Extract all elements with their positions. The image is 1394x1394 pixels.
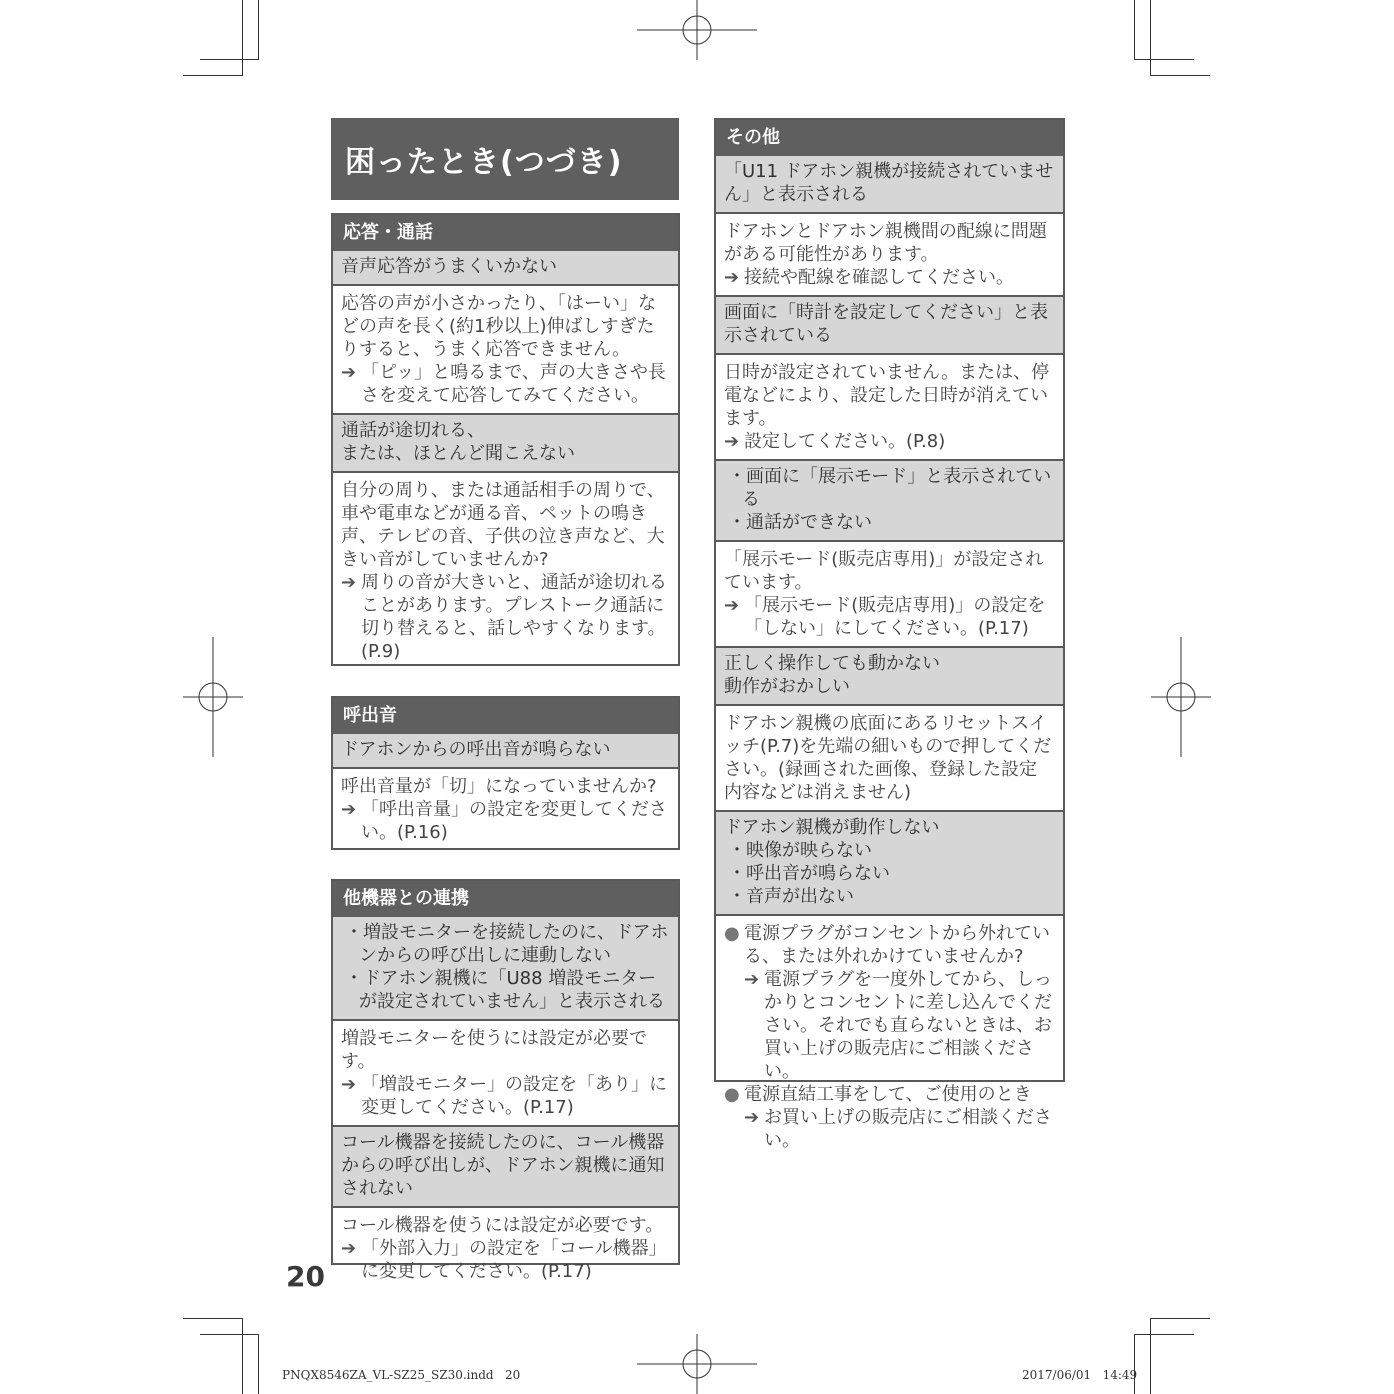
question-bullet: ・呼出音が鳴らない <box>728 863 890 884</box>
answer-point: ● 電源プラグがコンセントから外れている、または外れかけていませんか? <box>724 923 1050 967</box>
answer <box>333 1206 678 1289</box>
answer <box>716 353 1063 459</box>
answer <box>333 284 678 413</box>
question <box>716 810 1063 914</box>
arrow-icon: ➔ <box>341 799 357 820</box>
answer-action: ➔ 「ピッ」と鳴るまで、声の大きさや長さを変えて応答してみてください。 <box>341 362 666 406</box>
footer-file-info: PNQX8546ZA_VL-SZ25_SZ30.indd 20 <box>282 1368 521 1382</box>
answer-text: 日時が設定されていません。または、停電などにより、設定した日時が消えています。 <box>724 362 1050 429</box>
section-heading: 呼出音 <box>333 698 678 734</box>
section-ring <box>331 696 680 850</box>
answer <box>716 212 1063 295</box>
question-bullet: ・映像が映らない <box>728 840 872 861</box>
question <box>333 917 678 1019</box>
answer-action: ➔ 電源プラグを一度外してから、しっかりとコンセントに差し込んでください。それでも直らないときは、お買い上げの販売店にご相談ください。 <box>744 969 1052 1082</box>
answer <box>716 914 1063 1158</box>
section-answer-call <box>331 213 680 666</box>
section-other <box>714 118 1065 1151</box>
question <box>716 459 1063 540</box>
arrow-icon: ➔ <box>341 572 357 593</box>
footer-timestamp: 2017/06/01 14:49 <box>1022 1368 1138 1382</box>
section-heading: 他機器との連携 <box>333 881 678 917</box>
question-bullet: ・音声が出ない <box>728 886 854 907</box>
question: 音声応答がうまくいかない <box>333 251 678 284</box>
arrow-icon: ➔ <box>724 595 740 616</box>
answer <box>333 767 678 850</box>
arrow-icon: ➔ <box>744 1107 760 1128</box>
registration-mark-left <box>183 637 243 757</box>
arrow-icon: ➔ <box>341 1074 357 1095</box>
section-heading: その他 <box>716 120 1063 156</box>
answer-action: ➔ 「呼出音量」の設定を変更してください。(P.16) <box>341 799 667 843</box>
answer-point: ● 電源直結工事をして、ご使用のとき <box>724 1084 1032 1105</box>
question-bullet: ・通話ができない <box>728 512 872 533</box>
bullet-dot-icon: ● <box>724 1084 740 1105</box>
bullet-dot-icon: ● <box>724 923 740 944</box>
answer-action: ➔ 設定してください。(P.8) <box>724 431 946 452</box>
answer-action: ➔ 「外部入力」の設定を「コール機器」に変更してください。(P.17) <box>341 1238 667 1282</box>
question: コール機器を接続したのに、コール機器からの呼び出しが、ドアホン親機に通知されない <box>333 1125 678 1206</box>
answer-action: ➔ 「増設モニター」の設定を「あり」に変更してください。(P.17) <box>341 1074 667 1118</box>
registration-mark-top <box>637 0 757 60</box>
answer-action: ➔ 周りの音が大きいと、通話が途切れることがあります。プレストーク通話に切り替えると、話しやすくなります。(P.9) <box>341 572 667 662</box>
answer <box>716 540 1063 646</box>
answer-text: ドアホン親機の底面にあるリセットスイッチ(P.7)を先端の細いもので押してください。(録画された画像、登録した設定内容などは消えません) <box>724 713 1052 803</box>
question-bullet: ・画面に「展示モード」と表示されている <box>728 466 1052 510</box>
section-linkage <box>331 879 680 1282</box>
answer-text: 「展示モード(販売店専用)」が設定されています。 <box>724 549 1044 593</box>
answer-text: ドアホンとドアホン親機間の配線に問題がある可能性があります。 <box>724 221 1047 265</box>
answer <box>333 471 678 669</box>
answer <box>333 1019 678 1125</box>
answer-text: 応答の声が小さかったり、「はーい」などの声を長く(約1秒以上)伸ばしすぎたりすると、うまく応答できません。 <box>341 293 656 360</box>
arrow-icon: ➔ <box>744 969 760 990</box>
question-title: ドアホン親機が動作しない <box>724 817 940 838</box>
question: 通話が途切れる、 または、ほとんど聞こえない <box>333 413 678 471</box>
question-bullet: ・ドアホン親機に「U88 増設モニターが設定されていません」と表示される <box>345 968 665 1012</box>
page-title: 困ったとき(つづき) <box>331 118 679 200</box>
question: ドアホンからの呼出音が鳴らない <box>333 734 678 767</box>
registration-mark-bottom <box>637 1334 757 1394</box>
answer <box>716 704 1063 810</box>
question: 画面に「時計を設定してください」と表示されている <box>716 295 1063 353</box>
answer-text: 自分の周り、または通話相手の周りで、車や電車などが通る音、ペットの鳴き声、テレビの音、子供の泣き声など、大きい音がしていませんか? <box>341 480 665 570</box>
answer-action: ➔ 接続や配線を確認してください。 <box>724 267 1014 288</box>
answer-action: ➔ 「展示モード(販売店専用)」の設定を「しない」にしてください。(P.17) <box>724 595 1046 639</box>
answer-action: ➔ お買い上げの販売店にご相談ください。 <box>744 1107 1052 1151</box>
question: 「U11 ドアホン親機が接続されていません」と表示される <box>716 156 1063 212</box>
page-number: 20 <box>286 1260 325 1293</box>
arrow-icon: ➔ <box>724 267 740 288</box>
arrow-icon: ➔ <box>724 431 740 452</box>
section-heading: 応答・通話 <box>333 215 678 251</box>
arrow-icon: ➔ <box>341 362 357 383</box>
answer-text: コール機器を使うには設定が必要です。 <box>341 1215 664 1236</box>
registration-mark-right <box>1151 637 1211 757</box>
question-bullet: ・増設モニターを接続したのに、ドアホンからの呼び出しに連動しない <box>345 922 669 966</box>
answer-text: 呼出音量が「切」になっていませんか? <box>341 776 657 797</box>
answer-text: 増設モニターを使うには設定が必要です。 <box>341 1028 647 1072</box>
arrow-icon: ➔ <box>341 1238 357 1259</box>
question: 正しく操作しても動かない 動作がおかしい <box>716 646 1063 704</box>
